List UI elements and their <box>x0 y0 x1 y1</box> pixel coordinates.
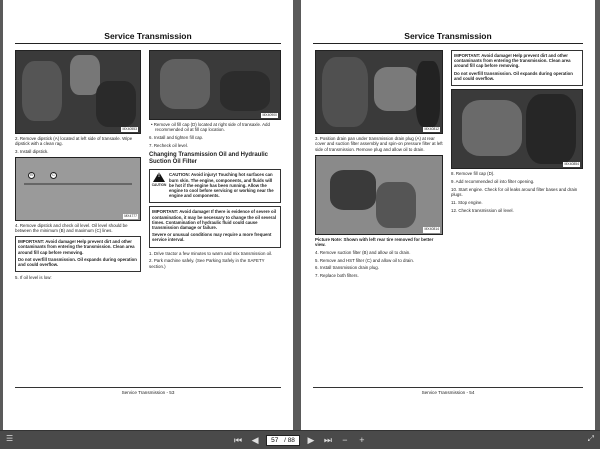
step-text: 3. Install dipstick. <box>15 149 49 155</box>
important-box: IMPORTANT: Avoid damage! Help prevent dirt and other contaminants from entering the transmission. Clean area around fill cap before removing. Do not overfill transmission. Oil expands during operation and could overflow. <box>451 50 583 86</box>
fullscreen-icon[interactable]: ⤢ <box>587 434 594 443</box>
step-text: 1. Drive tractor a few minutes to warm and mix transmission oil. <box>149 250 273 256</box>
step-text: 2. Park machine safely. (See Parking Safely in the SAFETY section.) <box>149 258 265 269</box>
right-column-2 <box>451 50 583 215</box>
page-footer: Service Transmission - 54 <box>313 387 583 395</box>
total-pages: / 88 <box>284 436 295 444</box>
step-text: 5. If oil level is low: <box>15 275 52 281</box>
step-text: 4. Remove suction filter (B) and allow oil to drain. <box>315 249 411 255</box>
first-page-icon[interactable]: ⏮ <box>234 434 243 445</box>
figure-tag: MX40553 <box>122 126 137 131</box>
important-box: IMPORTANT: Avoid damage! Help prevent dirt and other contaminants from entering the transmission. Clean area around fill cap before removing. Do not overfill transmission. Oil expands during operation and could overflow. <box>15 236 141 272</box>
section-heading: Changing Transmission Oil and Hydraulic Suction Oil Filter <box>149 152 269 166</box>
page-footer: Service Transmission - 53 <box>15 387 281 395</box>
step-text: 5. Remove and HST filter (C) and allow oil to drain. <box>315 257 414 263</box>
step-text: 4. Remove dipstick and check oil level. Oil level should be between the minimum (B) and maximum (C) lines. <box>15 223 128 234</box>
step-text: 8. Remove fill cap (D). <box>451 171 495 177</box>
left-column-2 <box>149 50 281 272</box>
picture-note: Picture Note: Shown with left rear tire removed for better view. <box>315 236 434 248</box>
left-page <box>3 0 293 430</box>
last-page-icon[interactable]: ⏭ <box>323 434 332 445</box>
viewer-toolbar <box>0 430 600 449</box>
step-text: 3. Position drain pan under transmission drain plug (A) at rear cover and suction filter assembly and spin-on pressure filter at left side of transmission. Remove plug and allow oil to drain. <box>315 136 443 152</box>
figure-drain-plug <box>315 50 443 134</box>
page-header: Service Transmission <box>313 30 583 44</box>
step-text: 6. Install and tighten fill cap. <box>149 135 204 141</box>
marker-b: B <box>28 172 35 179</box>
next-page-icon[interactable]: ▶ <box>307 434 315 445</box>
step-text: 10. Start engine. Check for oil leaks around filter bases and drain plugs. <box>451 186 578 198</box>
figure-fill-cap-right <box>451 89 583 169</box>
right-column-1 <box>315 50 443 281</box>
figure-dipstick-location <box>15 50 141 134</box>
figure-filters <box>315 155 443 235</box>
step-text: 2. Remove dipstick (A) located at left side of transaxle. Wipe dipstick with a clean rag. <box>15 136 133 147</box>
step-text: 7. Replace both filters. <box>315 273 359 279</box>
zoom-in-icon[interactable]: + <box>359 435 365 445</box>
step-text: 6. Install transmission drain plug. <box>315 265 379 271</box>
page-number-input[interactable] <box>271 437 281 444</box>
figure-tag: MX40814 <box>424 227 439 232</box>
page-indicator <box>266 435 300 446</box>
figure-tag: MX40900 <box>262 112 277 117</box>
previous-page-icon[interactable]: ◀ <box>251 434 259 445</box>
figure-dipstick <box>15 157 141 221</box>
step-text: 12. Check transmission oil level. <box>451 207 514 213</box>
figure-fill-cap <box>149 50 281 120</box>
figure-tag: MX40812 <box>424 126 439 131</box>
caution-box: ! CAUTION CAUTION: Avoid injury! Touching hot surfaces can burn skin. The engine, components, and fluids will be hot if the engine has been running. Allow the engine to cool before servicing or working near the engine and components. <box>149 169 281 203</box>
menu-icon[interactable]: ☰ <box>6 434 14 443</box>
dipstick-graphic <box>24 182 132 185</box>
zoom-out-icon[interactable]: − <box>342 435 348 445</box>
figure-tag: MX40854 <box>564 161 579 166</box>
step-text: 11. Stop engine. <box>451 199 483 205</box>
figure-tag: MX4777 <box>124 213 137 218</box>
important-box: IMPORTANT: Avoid damage! If there is evidence of severe oil contamination, it may be necessary to change the oil several times. Contamination of hydraulic fluid could cause transmission damage or failure. Severe or unusual conditions may require a more frequent service interval. <box>149 206 281 247</box>
marker-c: C <box>50 172 57 179</box>
warning-icon: ! CAUTION <box>152 172 166 200</box>
bullet-text: • Remove oil fill cap (D) located at right side of transaxle. Add recommended oil at fill cap location. <box>151 122 270 133</box>
right-page <box>301 0 595 430</box>
step-text: 7. Recheck oil level. <box>149 143 189 148</box>
left-column-1 <box>15 50 141 283</box>
step-text: 9. Add recommended oil into filter opening. <box>451 178 535 184</box>
page-header: Service Transmission <box>15 30 281 44</box>
